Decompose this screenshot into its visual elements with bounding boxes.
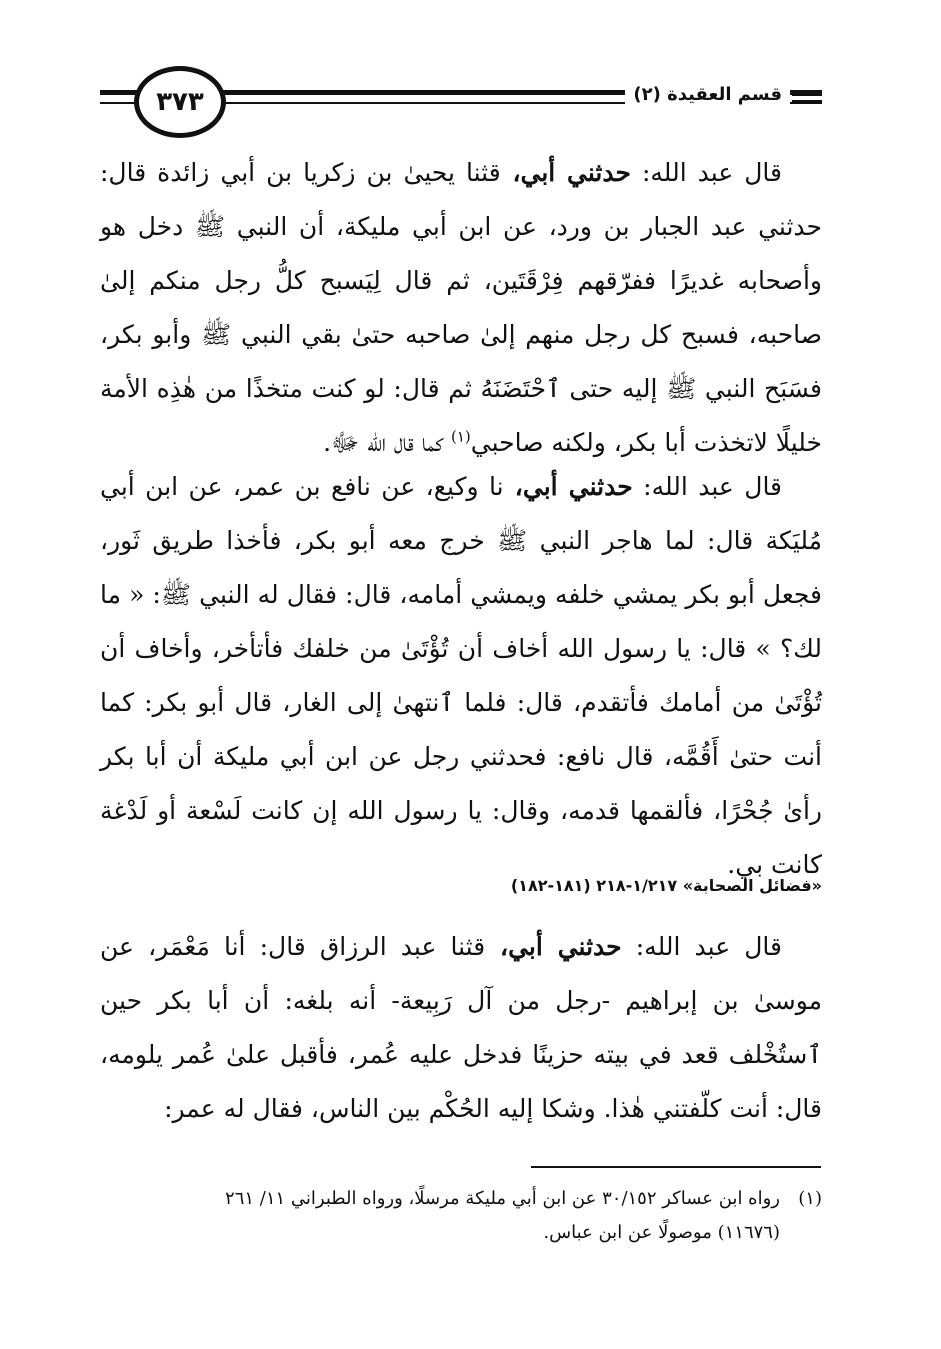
paragraph-text: قثنا عبد الرزاق قال: أنا مَعْمَر، عن موسىٰ بن إبراهيم -رجل من آل رَبِيعة- أنه بلغه: أن أبا بكر حين ٱستُخْلف قعد في بيته حزينًا فدخل عليه عُمر، فأقبل علىٰ عُمر يلومه، قال: أنت كلّفتني هٰذا. وشكا إليه الحُكْم بين الناس، فقال له عمر: <box>100 932 822 1123</box>
page-number: ٣٧٣ <box>134 66 226 138</box>
header-dash <box>792 94 822 96</box>
paragraph-block-3 <box>100 920 822 1136</box>
narrator-intro: قال عبد الله: <box>630 158 782 187</box>
chain-highlight: حدثني أبي، <box>485 932 622 961</box>
narrator-intro: قال عبد الله: <box>621 932 782 961</box>
paragraph <box>100 460 822 892</box>
paragraph-block-1 <box>100 146 822 470</box>
footnote-text: (١١٦٧٦) موصولًا عن ابن عباس. <box>543 1222 780 1243</box>
footnote-line <box>100 1182 822 1216</box>
paragraph-text: قثنا يحيىٰ بن زكريا بن أبي زائدة قال: حدثني عبد الجبار بن ورد، عن ابن أبي مليكة، أن النبي ﷺ دخل هو وأصحابه غديرًا ففرّقهم فِرْقَتَين، ثم قال لِيَسبح كلُّ رجل منكم إلىٰ صاحبه، فسبح كل رجل منهم إلىٰ صاحبه حتىٰ بقي النبي ﷺ وأبو بكر، فسَبَح النبي ﷺ إليه حتى ٱحْتَضَنَهُ ثم قال: لو كنت متخذًا من هٰذِه الأمة خليلًا لاتخذت أبا بكر، ولكنه صاحبي <box>100 158 822 457</box>
narrator-intro: قال عبد الله: <box>632 472 783 501</box>
header-dash <box>792 100 822 102</box>
section-title: قسم العقيدة (٢) <box>625 84 790 105</box>
chain-highlight: حدثني أبي، <box>500 158 631 187</box>
paragraph-text: كما قال الله ﷻ. <box>323 428 451 457</box>
paragraph-block-2 <box>100 460 822 892</box>
source-reference: «فضائل الصحابة» ١/٢١٧-٢١٨ (١٨١-١٨٢) <box>510 876 822 895</box>
page-header <box>100 62 822 142</box>
footnote-text: رواه ابن عساكر ٣٠/١٥٢ عن ابن أبي مليكة مرسلًا، ورواه الطبراني ١١/ ٢٦١ <box>225 1188 780 1209</box>
paragraph <box>100 920 822 1136</box>
footnote-marker: (١) <box>798 1188 822 1209</box>
footnote-ref: (١) <box>451 427 471 446</box>
footnote-separator <box>531 1166 821 1168</box>
footnote <box>100 1182 822 1250</box>
paragraph <box>100 146 822 470</box>
chain-highlight: حدثني أبي، <box>503 472 633 501</box>
paragraph-text: نا وكيع، عن نافع بن عمر، عن ابن أبي مُليَكة قال: لما هاجر النبي ﷺ خرج معه أبو بكر، فأخذا طريق ثَور، فجعل أبو بكر يمشي خلفه ويمشي أمامه، قال: فقال له النبي ﷺ: « ما لك؟ » قال: يا رسول الله أخاف أن تُؤْتَىٰ من خلفك فأتأخر، وأخاف أن تُؤْتَىٰ من أمامك فأتقدم، قال: فلما ٱنتهىٰ إلى الغار، قال أبو بكر: كما أنت حتىٰ أَقُمَّه، قال نافع: فحدثني رجل عن ابن أبي مليكة أن أبا بكر رأىٰ جُحْرًا، فألقمها قدمه، وقال: يا رسول الله إن كانت لَسْعة أو لَدْغة كانت بي. <box>100 472 822 879</box>
